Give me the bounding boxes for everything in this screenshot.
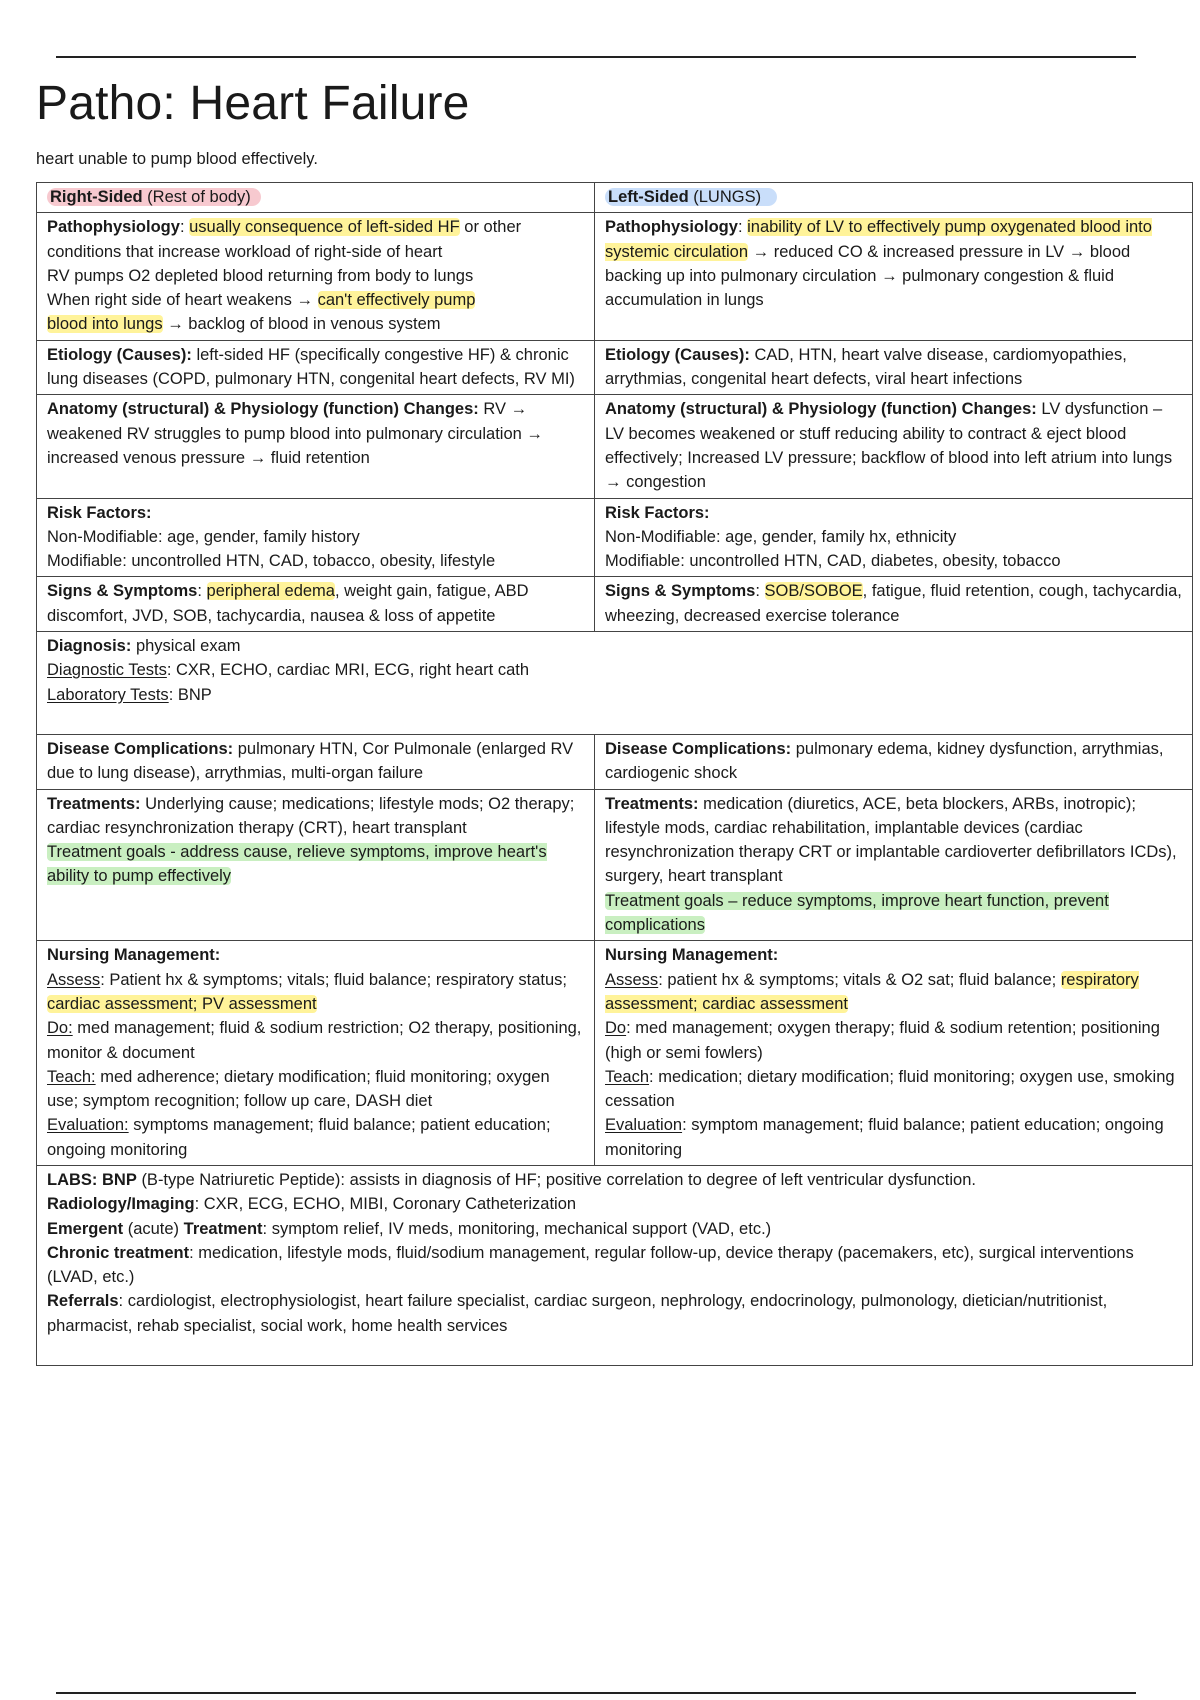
left-sided-header: Left-Sided (LUNGS) bbox=[605, 188, 777, 206]
nursing-row bbox=[37, 941, 1193, 1166]
diagnosis-row bbox=[37, 632, 1193, 735]
heart-failure-table bbox=[36, 182, 1193, 1366]
complications-row bbox=[37, 734, 1193, 789]
right-treatments-cell: Treatments: Underlying cause; medications; lifestyle mods; O2 therapy; cardiac resynchronization therapy (CRT), heart transplant Treatment goals - address cause, relieve symptoms, improve heart's ability to pump effectively bbox=[37, 789, 595, 941]
treatments-row bbox=[37, 789, 1193, 941]
diagnosis-cell: Diagnosis: physical exam Diagnostic Tests: CXR, ECHO, cardiac MRI, ECG, right heart cath Laboratory Tests: BNP bbox=[37, 632, 1193, 735]
summary-row bbox=[37, 1165, 1193, 1365]
page-title: Patho: Heart Failure bbox=[36, 77, 470, 130]
signs-row bbox=[37, 577, 1193, 632]
left-etiology-cell: Etiology (Causes): CAD, HTN, heart valve disease, cardiomyopathies, arrythmias, congenital heart defects, viral heart infections bbox=[595, 340, 1193, 395]
right-signs-cell: Signs & Symptoms: peripheral edema, weight gain, fatigue, ABD discomfort, JVD, SOB, tachycardia, nausea & loss of appetite bbox=[37, 577, 595, 632]
summary-cell: LABS: BNP (B-type Natriuretic Peptide): assists in diagnosis of HF; positive correlation to degree of left ventricular dysfunction. Radiology/Imaging: CXR, ECG, ECHO, MIBI, Coronary Catheterization Emergent (acute) Treatment: symptom relief, IV meds, monitoring, mechanical support (VAD, etc.) Chronic treatment: medication, lifestyle mods, fluid/sodium management, regular follow-up, device therapy (pacemakers, etc), surgical interventions (LVAD, etc.) Referrals: cardiologist, electrophysiologist, heart failure specialist, cardiac surgeon, nephrology, endocrinology, pulmonology, dietician/nutritionist, pharmacist, rehab specialist, social work, home health services bbox=[37, 1165, 1193, 1365]
right-risk-cell: Risk Factors: Non-Modifiable: age, gender, family history Modifiable: uncontrolled HTN, CAD, tobacco, obesity, lifestyle bbox=[37, 498, 595, 577]
left-risk-cell: Risk Factors: Non-Modifiable: age, gender, family hx, ethnicity Modifiable: uncontrolled HTN, CAD, diabetes, obesity, tobacco bbox=[595, 498, 1193, 577]
top-rule bbox=[56, 56, 1136, 58]
page-subtitle: heart unable to pump blood effectively. bbox=[36, 150, 318, 168]
pathophysiology-row bbox=[37, 213, 1193, 340]
left-nursing-cell: Nursing Management: Assess: patient hx & symptoms; vitals & O2 sat; fluid balance; respiratory assessment; cardiac assessment Do: med management; oxygen therapy; fluid & sodium retention; positioning (high or semi fowlers) Teach: medication; dietary modification; fluid monitoring; oxygen use, smoking cessation Evaluation: symptom management; fluid balance; patient education; ongoing monitoring bbox=[595, 941, 1193, 1166]
right-patho-highlight: usually consequence of left-sided HF bbox=[189, 218, 460, 237]
table-header-row bbox=[37, 183, 1193, 213]
left-complications-cell: Disease Complications: pulmonary edema, kidney dysfunction, arrythmias, cardiogenic shock bbox=[595, 734, 1193, 789]
left-signs-cell: Signs & Symptoms: SOB/SOBOE, fatigue, fluid retention, cough, tachycardia, wheezing, decreased exercise tolerance bbox=[595, 577, 1193, 632]
right-treatment-goals: Treatment goals - address cause, relieve symptoms, improve heart's ability to pump effectively bbox=[47, 843, 547, 886]
right-complications-cell: Disease Complications: pulmonary HTN, Cor Pulmonale (enlarged RV due to lung disease), arrythmias, multi-organ failure bbox=[37, 734, 595, 789]
right-patho-cell: Pathophysiology: usually consequence of left-sided HF or other conditions that increase workload of right-side of heart RV pumps O2 depleted blood returning from body to lungs When right side of heart weakens → can't effectively pump blood into lungs → backlog of blood in venous system bbox=[37, 213, 595, 340]
right-anatomy-cell: Anatomy (structural) & Physiology (function) Changes: RV → weakened RV struggles to pump blood into pulmonary circulation → increased venous pressure → fluid retention bbox=[37, 395, 595, 498]
left-patho-cell: Pathophysiology: inability of LV to effectively pump oxygenated blood into systemic circulation → reduced CO & increased pressure in LV → blood backing up into pulmonary circulation → pulmonary congestion & fluid accumulation in lungs bbox=[595, 213, 1193, 340]
right-sided-header: Right-Sided (Rest of body) bbox=[47, 188, 261, 206]
left-treatments-cell: Treatments: medication (diuretics, ACE, beta blockers, ARBs, inotropic); lifestyle mods, cardiac rehabilitation, implantable devices (cardiac resynchronization therapy CRT or implantable cardioverter defibrillators ICDs), surgery, heart transplant Treatment goals – reduce symptoms, improve heart function, prevent complications bbox=[595, 789, 1193, 941]
anatomy-row bbox=[37, 395, 1193, 498]
right-sided-header-cell bbox=[37, 183, 595, 213]
etiology-row bbox=[37, 340, 1193, 395]
bottom-rule bbox=[56, 1692, 1136, 1694]
right-etiology-cell: Etiology (Causes): left-sided HF (specifically congestive HF) & chronic lung diseases (COPD, pulmonary HTN, congenital heart defects, RV MI) bbox=[37, 340, 595, 395]
left-anatomy-cell: Anatomy (structural) & Physiology (function) Changes: LV dysfunction – LV becomes weakened or stuff reducing ability to contract & eject blood effectively; Increased LV pressure; backflow of blood into left atrium into lungs → congestion bbox=[595, 395, 1193, 498]
right-nursing-cell: Nursing Management: Assess: Patient hx & symptoms; vitals; fluid balance; respiratory status; cardiac assessment; PV assessment Do: med management; fluid & sodium restriction; O2 therapy, positioning, monitor & document Teach: med adherence; dietary modification; fluid monitoring; oxygen use; symptom recognition; follow up care, DASH diet Evaluation: symptoms management; fluid balance; patient education; ongoing monitoring bbox=[37, 941, 595, 1166]
left-treatment-goals: Treatment goals – reduce symptoms, improve heart function, prevent complications bbox=[605, 891, 1109, 935]
risk-factors-row bbox=[37, 498, 1193, 577]
left-patho-highlight: inability of LV to effectively pump oxygenated blood into systemic circulation bbox=[605, 218, 1152, 261]
left-sided-header-cell bbox=[595, 183, 1193, 213]
